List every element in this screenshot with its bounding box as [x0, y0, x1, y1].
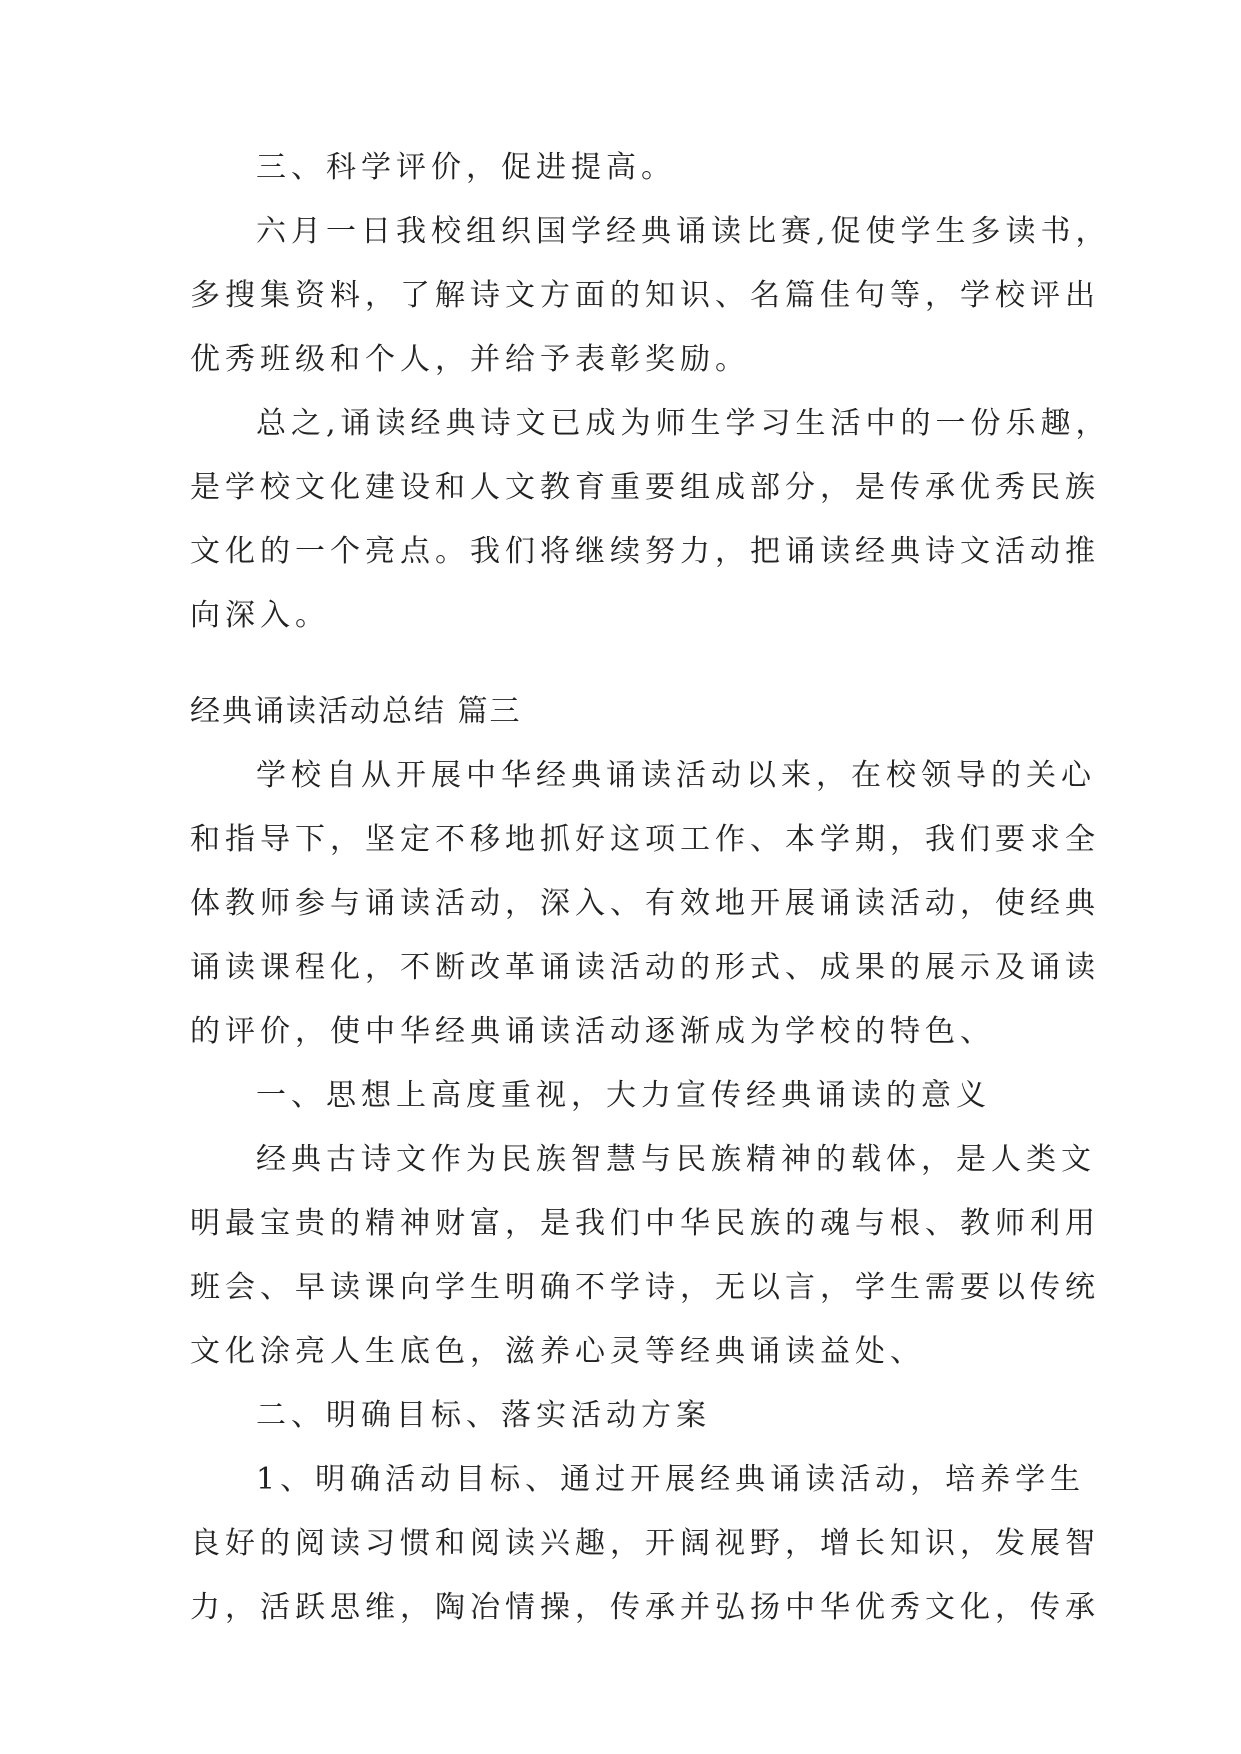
- paragraph-line: 和指导下，坚定不移地抓好这项工作、本学期，我们要求全: [190, 822, 1100, 857]
- paragraph-line: 优秀班级和个人，并给予表彰奖励。: [190, 342, 750, 377]
- paragraph-line: 是学校文化建设和人文教育重要组成部分，是传承优秀民族: [190, 470, 1100, 505]
- paragraph-line: 良好的阅读习惯和阅读兴趣，开阔视野，增长知识，发展智: [190, 1526, 1100, 1561]
- paragraph-line: 诵读课程化，不断改革诵读活动的形式、成果的展示及诵读: [190, 950, 1100, 985]
- paragraph-line: 总之,诵读经典诗文已成为师生学习生活中的一份乐趣，: [256, 406, 1111, 441]
- paragraph-line: 体教师参与诵读活动，深入、有效地开展诵读活动，使经典: [190, 886, 1100, 921]
- article-title: 经典诵读活动总结 篇三: [190, 694, 522, 729]
- paragraph-line: 的评价，使中华经典诵读活动逐渐成为学校的特色、: [190, 1014, 995, 1049]
- paragraph-line: 力，活跃思维，陶冶情操，传承并弘扬中华优秀文化，传承: [190, 1590, 1100, 1625]
- section-heading-two: 二、明确目标、落实活动方案: [256, 1398, 711, 1433]
- paragraph-line: 文化涂亮人生底色，滋养心灵等经典诵读益处、: [190, 1334, 925, 1369]
- paragraph-line: 明最宝贵的精神财富，是我们中华民族的魂与根、教师利用: [190, 1206, 1100, 1241]
- paragraph-line: 1、明确活动目标、通过开展经典诵读活动，培养学生: [256, 1462, 1086, 1497]
- paragraph-line: 六月一日我校组织国学经典诵读比赛,促使学生多读书，: [256, 214, 1111, 249]
- paragraph-line: 班会、早读课向学生明确不学诗，无以言，学生需要以传统: [190, 1270, 1100, 1305]
- section-heading-one: 一、思想上高度重视，大力宣传经典诵读的意义: [256, 1078, 991, 1113]
- paragraph-line: 多搜集资料，了解诗文方面的知识、名篇佳句等，学校评出: [190, 278, 1100, 313]
- paragraph-line: 经典古诗文作为民族智慧与民族精神的载体，是人类文: [256, 1142, 1096, 1177]
- paragraph-line: 向深入。: [190, 598, 330, 633]
- section-heading-three: 三、科学评价，促进提高。: [256, 150, 676, 185]
- paragraph-line: 学校自从开展中华经典诵读活动以来，在校领导的关心: [256, 758, 1096, 793]
- paragraph-line: 文化的一个亮点。我们将继续努力，把诵读经典诗文活动推: [190, 534, 1100, 569]
